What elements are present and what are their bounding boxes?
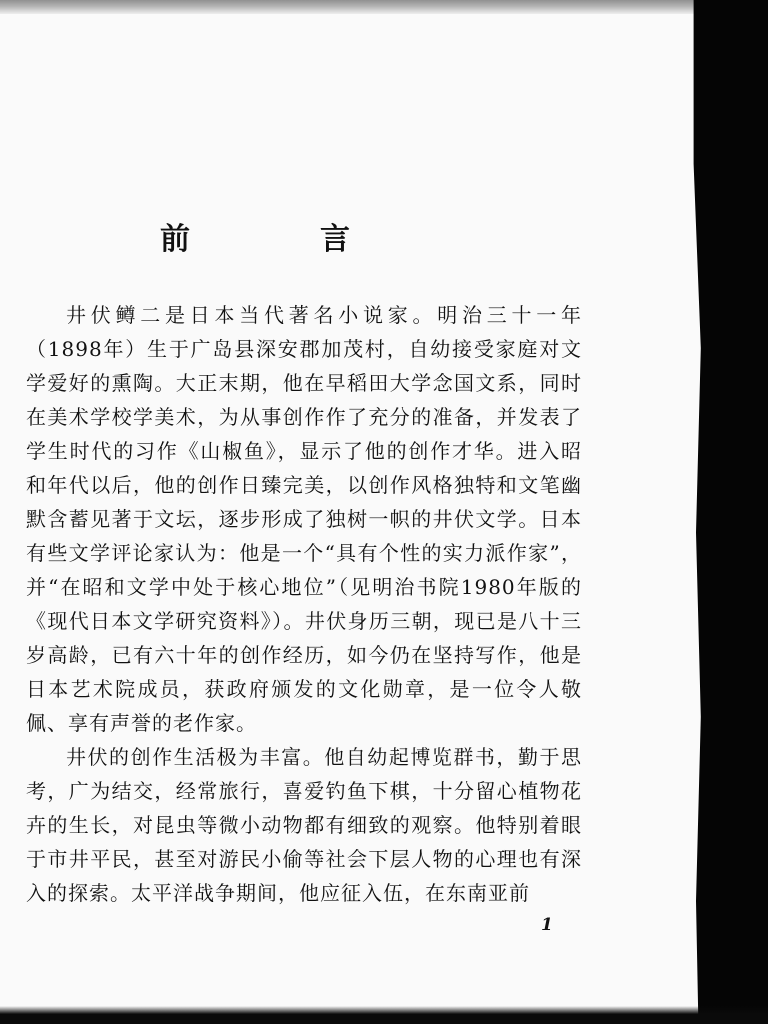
page-title: 前 言: [160, 222, 400, 257]
scan-dark-margin: [648, 0, 768, 1024]
paragraph-1: 井伏鳟二是日本当代著名小说家。明治三十一年（1898年）生于广岛县深安郡加茂村，自幼接受家庭对文学爱好的熏陶。大正末期，他在早稻田大学念国文系，同时在美术学校学美术，为从事创作作了充分的准备，并发表了学生时代的习作《山椒鱼》，显示了他的创作才华。进入昭和年代以后，他的创作日臻完美，以创作风格独特和文笔幽默含蓄见著于文坛，逐步形成了独树一帜的井伏文学。日本有些文学评论家认为：他是一个“具有个性的实力派作家”，并“在昭和文学中处于核心地位”（见明治书院1980年版的《现代日本文学研究资料》）。井伏身历三朝，现已是八十三岁高龄，已有六十年的创作经历，如今仍在坚持写作，他是日本艺术院成员，获政府颁发的文化勋章，是一位令人敬佩、享有声誉的老作家。: [26, 303, 582, 735]
scan-top-edge: [0, 0, 768, 14]
page-number: 1: [541, 915, 553, 935]
paragraph-2: 井伏的创作生活极为丰富。他自幼起博览群书，勤于思考，广为结交，经常旅行，喜爱钓鱼下棋，十分留心植物花卉的生长，对昆虫等微小动物都有细致的观察。他特别着眼于市井平民，甚至对游民小偷等社会下层人物的心理也有深入的探索。太平洋战争期间，他应征入伍，在东南亚前: [26, 745, 582, 905]
body-text: [26, 298, 582, 910]
scan-bottom-edge: [0, 1006, 768, 1024]
